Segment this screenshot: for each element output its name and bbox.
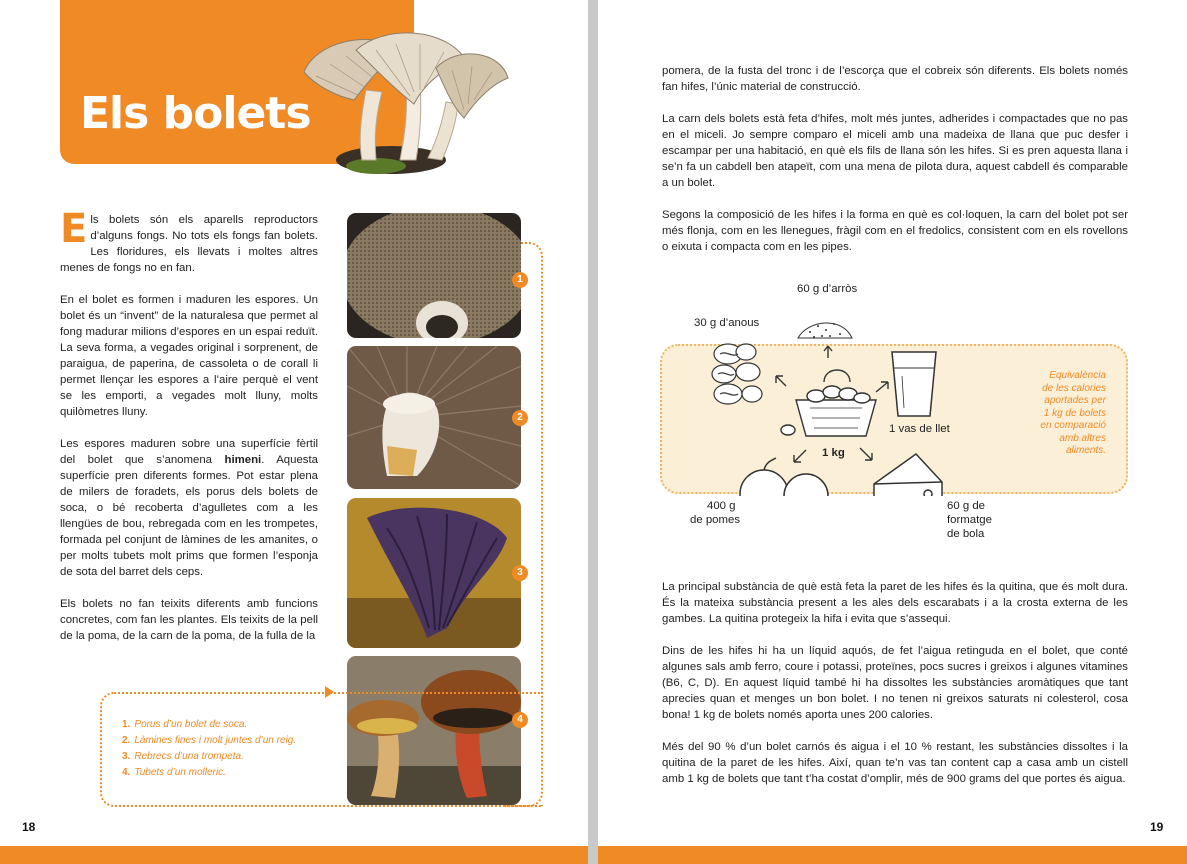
- page-number-left: 18: [22, 820, 36, 834]
- caption-list: [122, 717, 296, 781]
- caption-item: 4. Tubets d’un molleric.: [122, 767, 226, 778]
- apples-icon: [740, 458, 828, 496]
- photo-polypore-pores: [347, 213, 521, 338]
- photo-badge-1: 1: [512, 272, 528, 288]
- paragraph-spores: En el bolet es formen i maduren les espores. Un bolet és un “invent” de la naturalesa que permet al fong madurar milions d’espores en un espai reduït. La seva forma, a vegades original i sorprenent, de paraigua, de paperina, de cassoleta o de corall li permet llençar les espores a l’aire perquè el vent se les emporti, a vegades molt lluny, molts quilòmetres lluny.: [60, 294, 318, 418]
- photo-amanita-gills: [347, 346, 521, 489]
- right-body-text-bottom: [662, 579, 1128, 803]
- page-title: Els bolets: [80, 88, 311, 139]
- paragraph-chitin: La principal substància de què està feta la paret de les hifes és la quitina, que és molt dura. És la mateixa substància present a les ales dels escarabats i a la crosta externa de les gambes. La quitina protegeix la hifa i evita que s’assequi.: [662, 581, 1128, 625]
- caption-item: 1. Porus d’un bolet de soca.: [122, 719, 248, 730]
- drop-cap: E: [60, 206, 88, 252]
- photo-badge-2: 2: [512, 410, 528, 426]
- label-nuts: 30 g d’anous: [694, 317, 760, 329]
- mushroom-cluster-image: [296, 20, 512, 176]
- caption-item: 2. Làmines fines i molt juntes d’un reig.: [122, 735, 297, 746]
- paragraph-composition: Segons la composició de les hifes i la forma en què es col·loquen, la carn del bolet pot ser més flonja, com en les llenegues, fràgil com en el fredolics, consistent com en els rovellons o eixuta i compacta com en les pipes.: [662, 209, 1128, 253]
- paragraph-intro: Els bolets són els aparells reproductors d’alguns fongs. No tots els fongs fan bolets. Les floridures, els llevats i moltes altres menes de fongs no en fan.: [60, 206, 318, 274]
- paragraph-hymenium: Les espores maduren sobre una superfície fèrtil del bolet que s’anomena himeni. Aquesta superfície pren diferents formes. Pot estar plena de milers de foradets, els porus dels bolets de soca, o bé recoberta d’agulletes com a les llengües de bou, rebregada com en les trompetes, formada pel conjunt de làmines de les amanites, o per molts tubets molt prims que formen l’esponja de sota del barret dels ceps.: [60, 438, 318, 578]
- paragraph-wood: pomera, de la fusta del tronc i de l’escorça que el cobreix són diferents. Els bolets només fan hifes, l’únic material de construcció.: [662, 65, 1128, 93]
- photo-badge-3: 3: [512, 565, 528, 581]
- walnuts-icon: [712, 344, 762, 404]
- label-cheese-3: de bola: [947, 528, 985, 540]
- label-apples-name: de pomes: [690, 514, 741, 526]
- cheese-wedge-icon: [874, 454, 942, 496]
- term-himeni: himeni: [224, 454, 262, 466]
- left-body-text: [60, 206, 318, 660]
- label-cheese-2: formatge: [947, 514, 992, 526]
- label-milk: 1 vas de llet: [889, 423, 950, 435]
- photo-badge-4: 4: [512, 712, 528, 728]
- milk-glass-icon: [892, 352, 936, 416]
- photo-trumpet-wrinkles: [347, 498, 521, 648]
- paragraph-flesh: La carn dels bolets està feta d’hifes, molt més juntes, adherides i compactades que no pas en el miceli. Jo sempre comparo el miceli amb una madeixa de llana que puc desfer i escampar per una habitació, en què els fils de llana són les hifes. Si es pren aquesta llana i se’n fa un cabdell ben atapeït, com una mena de pilota dura, aquest cabdell és comparable a un bolet.: [662, 113, 1128, 189]
- mushroom-basket-icon: [781, 370, 876, 436]
- paragraph-water: Més del 90 % d’un bolet carnós és aigua i el 10 % restant, les substàncies dissoltes i la quitina de la paret de les hifes. Així, quan te’n vas tan content cap a casa amb un cistell amb 1 kg de bolets que tant t’ha costat d’omplir, més de 900 grams del que portes és aigua.: [662, 741, 1128, 785]
- footer-bar-left: [0, 846, 588, 864]
- label-center-kg: 1 kg: [822, 447, 845, 459]
- infographic-note: Equivalència de les calories aportades per 1 kg de bolets en comparació amb altres aliments.: [1040, 370, 1106, 456]
- paragraph-tissues: Els bolets no fan teixits diferents amb funcions concretes, com fan les plantes. Els teixits de la pell de la poma, de la carn de la poma, de la fulla de la: [60, 598, 318, 642]
- label-cheese-1: 60 g de: [947, 500, 986, 512]
- paragraph-liquid: Dins de les hifes hi ha un líquid aquós, de fet l’aigua retinguda en el bolet, que conté algunes sals amb ferro, coure i potassi, proteïnes, pocs sucres i greixos i algunes vitamines (B6, C, D). En aquest líquid també hi ha dissoltes les substàncies aromàtiques que tant aprecies quan et menges un bon bolet. I no tenen ni greixos saturats ni colesterol, cosa bona! 1 kg de bolets només aporta unes 200 calories.: [662, 645, 1128, 721]
- label-apples-qty: 400 g: [707, 500, 736, 512]
- right-body-text-top: [662, 63, 1128, 271]
- page-number-right: 19: [1150, 820, 1164, 834]
- caption-item: 3. Rebrecs d’una trompeta.: [122, 751, 244, 762]
- book-gutter: [588, 0, 598, 864]
- caption-arrow-icon: [325, 686, 334, 698]
- rice-pile-icon: [798, 323, 852, 338]
- footer-bar-right: [598, 846, 1187, 864]
- label-rice: 60 g d’arròs: [797, 283, 858, 295]
